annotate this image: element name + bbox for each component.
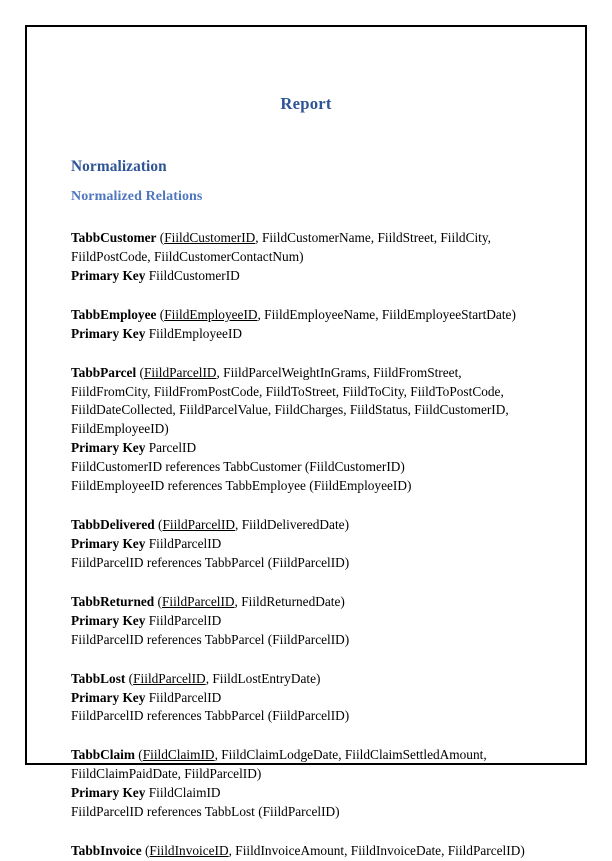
foreign-key-line: FiildParcelID references TabbParcel (FiildParcelID)	[71, 708, 350, 724]
primary-key-line	[71, 325, 541, 344]
heading-normalization: Normalization	[71, 158, 167, 175]
open-paren: (	[156, 306, 165, 322]
primary-key-label: Primary Key	[71, 440, 146, 456]
primary-key-attribute: FiildParcelID	[133, 670, 206, 686]
primary-key-attribute: FiildParcelID	[143, 364, 217, 380]
relation-definition	[71, 670, 541, 689]
primary-key-line	[71, 267, 541, 286]
primary-key-label: Primary Key	[71, 612, 146, 628]
primary-key-label: Primary Key	[71, 267, 146, 283]
foreign-key-line: FiildParcelID references TabbParcel (FiildParcelID)	[71, 554, 350, 570]
attribute-list: , FiildEmployeeName, FiildEmployeeStartDate)	[257, 306, 516, 322]
primary-key-attribute: FiildParcelID	[161, 593, 235, 609]
primary-key-line	[71, 784, 541, 803]
attribute-list: , FiildLostEntryDate)	[205, 670, 321, 686]
primary-key-value: FiildParcelID	[145, 689, 222, 705]
foreign-key-line: FiildCustomerID references TabbCustomer (FiildCustomerID)	[71, 459, 405, 475]
attribute-list: , FiildParcelWeightInGrams, FiildFromStreet, FiildFromCity, FiildFromPostCode, FiildToStreet, FiildToCity, FiildToPostCode, FiildDateCollected, FiildParcelValue, FiildCharges, FiildStatus, FiildCustomerID, FiildEmployeeID)	[71, 364, 509, 437]
primary-key-attribute: FiildClaimID	[142, 747, 215, 763]
open-paren: (	[154, 593, 162, 609]
attribute-list: , FiildClaimLodgeDate, FiildClaimSettledAmount, FiildClaimPaidDate, FiildParcelID)	[71, 747, 487, 782]
primary-key-attribute: FiildEmployeeID	[164, 306, 258, 322]
heading-normalized-relations: Normalized Relations	[71, 189, 203, 204]
foreign-key-line: FiildParcelID references TabbParcel (FiildParcelID)	[71, 631, 350, 647]
open-paren: (	[134, 747, 143, 763]
table-name: TabbInvoice	[71, 843, 142, 859]
relation-block	[71, 670, 541, 727]
primary-key-value: FiildEmployeeID	[145, 325, 243, 341]
primary-key-value: FiildParcelID	[145, 535, 222, 551]
page-title: Report	[280, 94, 332, 113]
relation-block	[71, 746, 541, 822]
table-name: TabbClaim	[71, 747, 135, 763]
relation-block	[71, 229, 541, 286]
table-name: TabbParcel	[71, 364, 137, 380]
table-name: TabbDelivered	[71, 517, 155, 533]
primary-key-line	[71, 439, 541, 458]
attribute-list: , FiildReturnedDate)	[234, 593, 345, 609]
primary-key-label: Primary Key	[71, 785, 146, 801]
primary-key-attribute: FiildCustomerID	[164, 230, 256, 245]
attribute-list: , FiildCustomerName, FiildStreet, FiildCity, FiildPostCode, FiildCustomerContactNum)	[71, 230, 491, 264]
attribute-list: , FiildDeliveredDate)	[235, 517, 350, 533]
table-name: TabbReturned	[71, 593, 155, 609]
relation-block	[71, 364, 541, 496]
open-paren: (	[141, 843, 150, 859]
relation-definition	[71, 306, 541, 325]
open-paren: (	[156, 230, 165, 245]
primary-key-line	[71, 535, 541, 554]
primary-key-value: FiildClaimID	[145, 785, 221, 801]
table-name: TabbEmployee	[71, 306, 157, 322]
table-name: TabbCustomer	[71, 230, 157, 245]
relation-definition	[71, 364, 541, 440]
relation-definition	[71, 746, 541, 784]
primary-key-attribute: FiildParcelID	[162, 517, 236, 533]
relation-definition	[71, 842, 541, 861]
open-paren: (	[125, 670, 134, 686]
relations-list	[71, 229, 541, 861]
primary-key-value: FiildParcelID	[145, 612, 222, 628]
open-paren: (	[136, 364, 144, 380]
primary-key-label: Primary Key	[71, 689, 146, 705]
primary-key-value: FiildCustomerID	[145, 267, 240, 283]
open-paren: (	[154, 517, 163, 533]
primary-key-label: Primary Key	[71, 535, 146, 551]
relation-definition	[71, 516, 541, 535]
primary-key-attribute: FiildInvoiceID	[149, 843, 229, 859]
relation-block	[71, 593, 541, 650]
document-content	[71, 38, 541, 861]
relation-definition	[71, 229, 541, 267]
foreign-key-line: FiildEmployeeID references TabbEmployee (FiildEmployeeID)	[71, 478, 412, 494]
relation-block	[71, 516, 541, 573]
primary-key-line	[71, 689, 541, 708]
primary-key-value: ParcelID	[145, 440, 197, 456]
primary-key-line	[71, 612, 541, 631]
table-name: TabbLost	[71, 670, 126, 686]
relation-block	[71, 306, 541, 344]
relation-definition	[71, 593, 541, 612]
foreign-key-line: FiildParcelID references TabbLost (FiildParcelID)	[71, 804, 340, 820]
attribute-list: , FiildInvoiceAmount, FiildInvoiceDate, FiildParcelID)	[228, 843, 525, 859]
relation-block	[71, 842, 541, 861]
primary-key-label: Primary Key	[71, 325, 146, 341]
